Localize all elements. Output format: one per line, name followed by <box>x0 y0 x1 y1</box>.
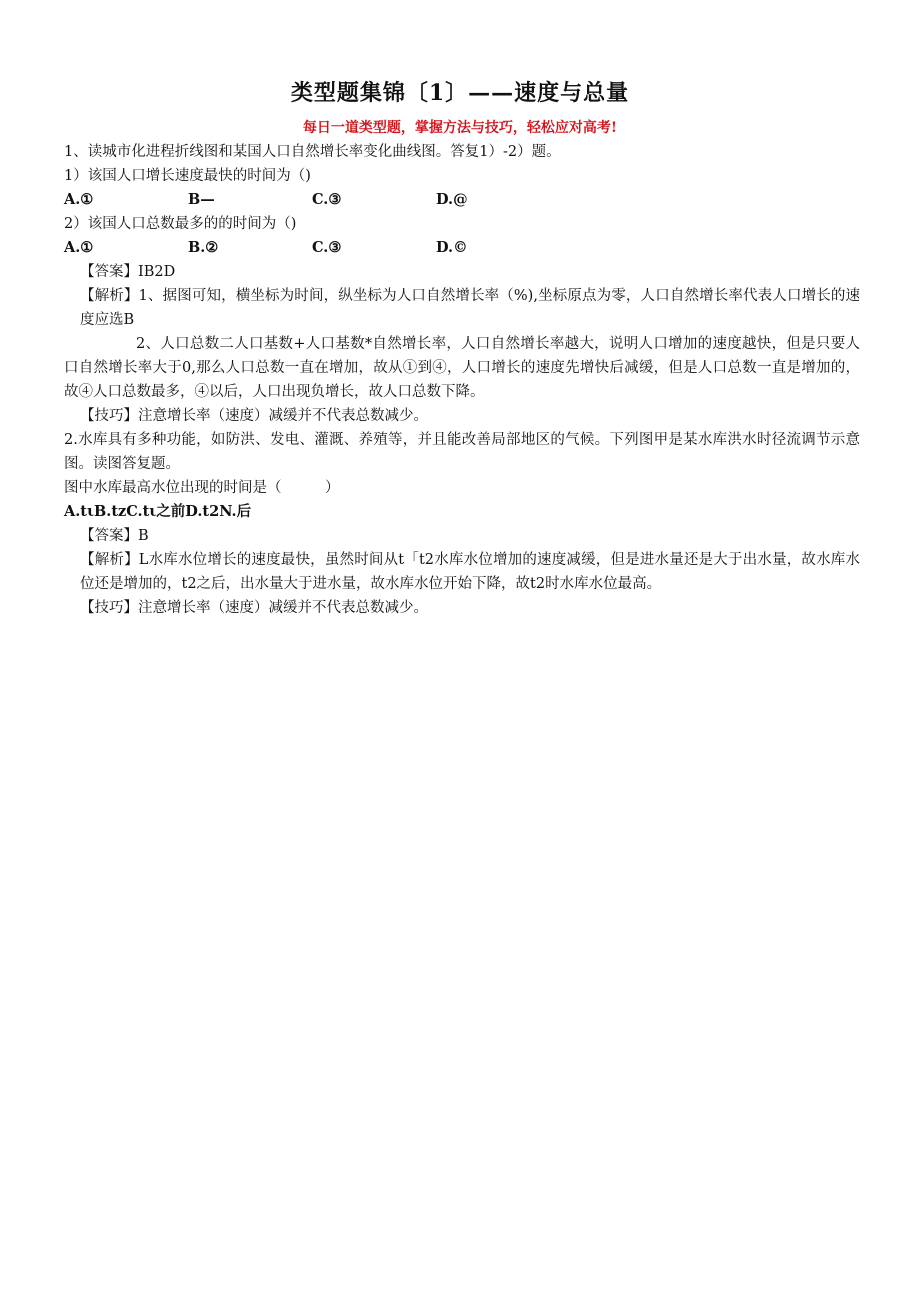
option-b: B— <box>188 191 215 208</box>
option-a: A.① <box>64 239 94 256</box>
option-c: C.③ <box>312 191 342 208</box>
q2-analysis: 【解析】L水库水位增长的速度最快，虽然时间从t「t2水库水位增加的速度减缓，但是进水量还是大于出水量，故水库水位还是增加的，t2之后，出水量大于进水量，故水库水位开始下降，故t2时水库水位最高。 <box>80 552 860 592</box>
q1-sub1: 1）该国人口增长速度最快的时间为（) <box>64 168 311 184</box>
page-subtitle: 每日一道类型题，掌握方法与技巧，轻松应对高考! <box>302 120 618 136</box>
q2-stem: 2.水库具有多种功能，如防洪、发电、灌溉、养殖等，并且能改善局部地区的气候。下列图甲是某水库洪水时径流调节示意图。读图答复题。 <box>64 432 860 472</box>
q2-answer: 【答案】B <box>80 528 149 544</box>
q1-tip: 【技巧】注意增长率（速度）减缓并不代表总数减少。 <box>80 408 428 424</box>
option-a: A.① <box>64 191 94 208</box>
q1-stem: 1、读城市化进程折线图和某国人口自然增长率变化曲线图。答复1）-2）题。 <box>64 144 561 160</box>
q1-sub1-options <box>64 188 860 212</box>
option-c: C.③ <box>312 239 342 256</box>
q1-sub2: 2）该国人口总数最多的的时间为（) <box>64 216 297 232</box>
q1-answer: 【答案】IB2D <box>80 264 176 280</box>
q1-sub2-options <box>64 236 860 260</box>
option-d: D.@ <box>436 191 468 208</box>
document-body <box>64 140 860 620</box>
q1-analysis-1: 【解析】1、据图可知，横坐标为时间，纵坐标为人口自然增长率（%),坐标原点为零，人口自然增长率代表人口增长的速度应选B <box>80 288 860 328</box>
q2-question: 图中水库最高水位出现的时间是（ ） <box>64 480 340 496</box>
q2-tip: 【技巧】注意增长率（速度）减缓并不代表总数减少。 <box>80 600 428 616</box>
option-b: B.② <box>188 239 219 256</box>
q1-analysis-2: 2、人口总数二人口基数+人口基数*自然增长率，人口自然增长率越大，说明人口增加的速度越快，但是只要人口自然增长率大于0,那么人口总数一直在增加，故从①到④，人口增长的速度先增快后减缓，但是人口总数一直是增加的，故④人口总数最多，④以后，人口出现负增长，故人口总数下降。 <box>64 336 860 400</box>
option-d: D.© <box>436 239 468 256</box>
page-title: 类型题集锦〔1〕——速度与总量 <box>290 80 630 106</box>
q2-options: A.tιB.tzC.tι之前D.t2N.后 <box>64 503 252 520</box>
